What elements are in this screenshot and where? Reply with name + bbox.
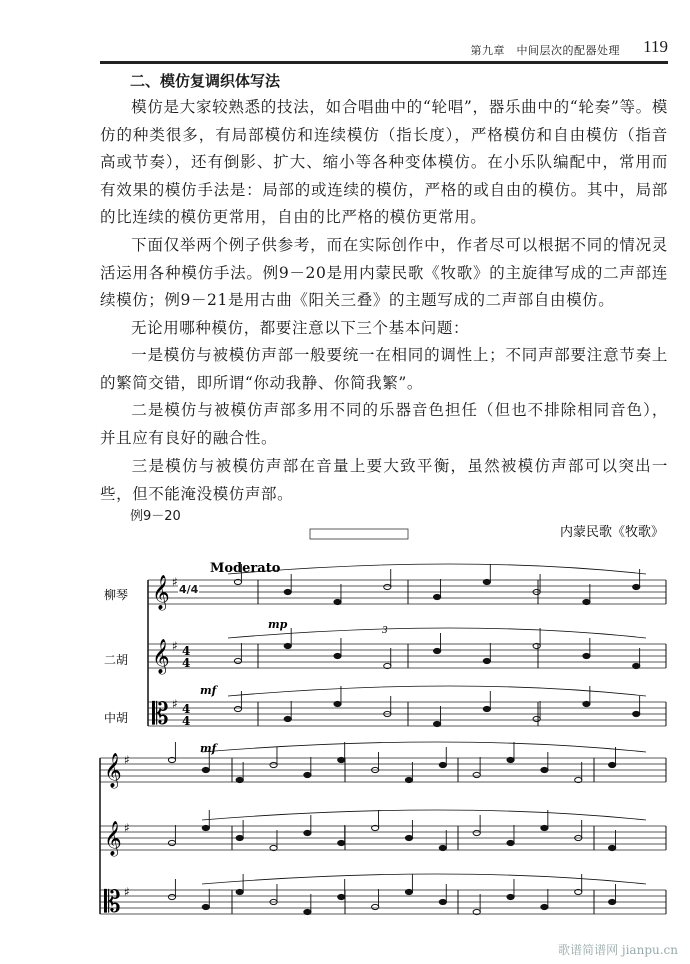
section-title: 二、模仿复调织体写法: [130, 72, 281, 90]
note-head: [334, 599, 341, 604]
paragraph-3: [100, 315, 668, 343]
note-head: [439, 762, 446, 767]
instrument-label: 柳琴: [104, 588, 129, 602]
note-head: [633, 663, 640, 668]
note-head: [168, 840, 175, 845]
note-head: [507, 840, 514, 845]
tempo-marking: Moderato: [210, 561, 281, 576]
note-head: [473, 772, 480, 777]
note-head: [236, 835, 243, 840]
note-head: [483, 706, 490, 711]
paragraph-2: [100, 232, 668, 315]
paragraph-text: 模仿是大家较熟悉的技法，如合唱曲中的“轮唱”，器乐曲中的“轮奏”等。模仿的种类很多，有局部模仿和连续模仿（指长度），严格模仿和自由模仿（指音高或节奏），还有倒影、扩大、缩小等各种变体模仿。在小乐队编配中，常用而有效果的模仿手法是：局部的或连续的模仿，严格的或自由的模仿。其中，局部的比连续的模仿更常用，自由的比严格的模仿更常用。: [100, 98, 668, 227]
dynamic-marking: mp: [268, 618, 288, 631]
note-head: [609, 762, 616, 767]
note-head: [304, 830, 311, 835]
note-head: [609, 845, 616, 850]
note-head: [541, 904, 548, 909]
running-header: [100, 36, 668, 60]
note-head: [334, 653, 341, 658]
slur: [228, 686, 646, 696]
dynamic-marking: mf: [200, 684, 217, 697]
dynamic-marking: mf: [200, 742, 217, 755]
paragraph-text: 二是模仿与被模仿声部多用不同的乐器音色担任（但也不排除相同音色），并且应有良好的融合性。: [100, 401, 668, 447]
paragraph-text: 三是模仿与被模仿声部在音量上要大致平衡，虽然被模仿声部可以突出一些，但不能淹没模仿声部。: [100, 457, 668, 503]
key-sharp-icon: ♯: [124, 885, 130, 899]
example-label: 例9－20: [130, 509, 181, 524]
note-head: [439, 845, 446, 850]
slur: [202, 810, 646, 820]
score-source: 内蒙民歌《牧歌》: [560, 525, 665, 540]
note-head: [284, 643, 291, 648]
note-head: [338, 894, 345, 899]
note-head: [202, 904, 209, 909]
chapter-title: 第九章 中间层次的配器处理: [470, 44, 620, 57]
treble-clef-icon: 𝄞: [104, 821, 122, 856]
paragraph-6: [100, 453, 668, 508]
slur: [202, 742, 646, 752]
alto-clef-icon: 𝄡: [152, 697, 169, 732]
paragraph-5: [100, 397, 668, 452]
note-head: [304, 772, 311, 777]
note-head: [533, 716, 540, 721]
note-head: [405, 889, 412, 894]
note-head: [284, 589, 291, 594]
time-signature-numerator: 4: [182, 702, 191, 716]
note-head: [541, 825, 548, 830]
note-head: [541, 767, 548, 772]
note-head: [583, 599, 590, 604]
slur: [228, 564, 646, 574]
note-head: [334, 701, 341, 706]
note-head: [609, 899, 616, 904]
note-head: [338, 757, 345, 762]
tuplet-number: 3: [382, 626, 388, 636]
note-head: [507, 894, 514, 899]
paragraph-text: 一是模仿与被模仿声部一般要统一在相同的调性上；不同声部要注意节奏上的繁简交错，即所谓“你动我静、你简我繁”。: [100, 346, 668, 392]
note-head: [304, 909, 311, 914]
note-head: [236, 889, 243, 894]
instrument-label: 中胡: [104, 711, 129, 725]
note-head: [284, 716, 291, 721]
note-head: [202, 825, 209, 830]
note-head: [434, 594, 441, 599]
instrument-label: 二胡: [104, 653, 129, 667]
treble-clef-icon: 𝄞: [152, 639, 170, 674]
note-head: [270, 762, 277, 767]
note-head: [234, 706, 241, 711]
note-head: [473, 830, 480, 835]
alto-clef-icon: 𝄡: [104, 885, 121, 920]
slur: [202, 874, 646, 884]
paragraph-1: [100, 94, 668, 232]
time-signature-numerator: 4: [182, 644, 191, 658]
paragraph-text: 无论用哪种模仿，都要注意以下三个基本问题：: [131, 319, 470, 337]
note-head: [583, 701, 590, 706]
treble-clef-icon: 𝄞: [104, 753, 122, 788]
note-head: [202, 767, 209, 772]
key-sharp-icon: ♯: [124, 821, 130, 835]
key-sharp-icon: ♯: [172, 697, 178, 711]
key-sharp-icon: ♯: [124, 753, 130, 767]
note-head: [583, 653, 590, 658]
note-head: [633, 584, 640, 589]
note-head: [439, 899, 446, 904]
time-signature-denominator: 4: [182, 714, 191, 728]
key-sharp-icon: ♯: [172, 639, 178, 653]
music-score: [0, 520, 690, 964]
note-head: [384, 584, 391, 589]
note-head: [168, 894, 175, 899]
time-signature: 4/4: [179, 583, 199, 596]
key-sharp-icon: ♯: [172, 575, 178, 589]
note-head: [483, 658, 490, 663]
treble-clef-icon: 𝄞: [152, 575, 170, 610]
note-head: [372, 904, 379, 909]
note-head: [405, 777, 412, 782]
paragraph-4: [100, 342, 668, 397]
slur: [228, 628, 646, 638]
note-head: [405, 835, 412, 840]
note-head: [434, 721, 441, 726]
time-signature-denominator: 4: [182, 656, 191, 670]
note-head: [633, 711, 640, 716]
note-head: [236, 777, 243, 782]
header-rule: [100, 61, 668, 64]
note-head: [507, 757, 514, 762]
tempo-box: [310, 529, 408, 539]
page-number: 119: [643, 37, 668, 56]
note-head: [483, 579, 490, 584]
note-head: [434, 648, 441, 653]
watermark: 歌谱简谱网 jianpu.cn: [558, 943, 678, 957]
note-head: [338, 840, 345, 845]
paragraph-text: 下面仅举两个例子供参考，而在实际创作中，作者尽可以根据不同的情况灵活运用各种模仿手法。例9－20是用内蒙民歌《牧歌》的主旋律写成的二声部连续模仿；例9－21是用古曲《阳关三叠》的主题写成的二声部自由模仿。: [100, 236, 668, 310]
note-head: [234, 658, 241, 663]
